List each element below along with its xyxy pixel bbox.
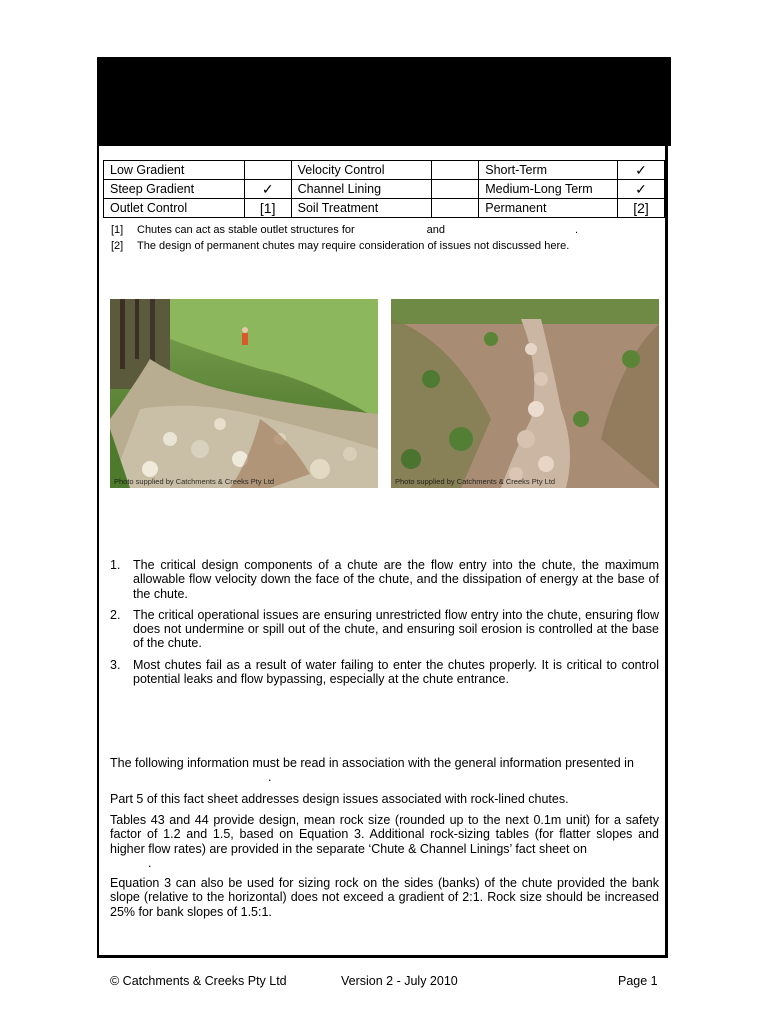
list-text: Most chutes fail as a result of water failing to enter the chutes properly. It is critical to control potential leaks and flow bypassing, especially at the chute entrance. bbox=[133, 657, 659, 687]
note-text: Chutes can act as stable outlet structures for bbox=[137, 224, 355, 236]
photo-credit: Photo supplied by Catchments & Creeks Pty Ltd bbox=[395, 477, 556, 486]
table-cell-mark: [2] bbox=[618, 199, 665, 218]
list-text: The critical design components of a chute are the flow entry into the chute, the maximum allowable flow velocity down the face of the chute, and the dissipation of energy at the base of the chute. bbox=[133, 558, 659, 601]
table-cell-label: Outlet Control bbox=[104, 199, 245, 218]
rock-size-text: Tables 43 and 44 provide design, mean rock size (rounded up to the next 0.1m unit) for a safety factor of 1.2 and 1.5, based on Equation 3. Additional rock-sizing tables (for flatter slopes and higher flow rates) are provided in the separate ‘Chute & Channel Linings’ fact sheet on bbox=[110, 813, 659, 856]
table-cell-label: Steep Gradient bbox=[104, 180, 245, 199]
table-cell-label: Permanent bbox=[479, 199, 618, 218]
list-text: The critical operational issues are ensuring unrestricted flow entry into the chute, ensuring flow does not undermine or spill out of the chute, and ensuring soil erosion is controlled at the base of the chute. bbox=[133, 607, 659, 651]
table-cell-mark bbox=[432, 180, 479, 199]
table-cell-label: Soil Treatment bbox=[291, 199, 432, 218]
table-cell-label: Short-Term bbox=[479, 161, 618, 180]
list-number: 2. bbox=[110, 607, 121, 622]
table-cell-mark: ✓ bbox=[618, 161, 665, 180]
table-cell-label: Medium-Long Term bbox=[479, 180, 618, 199]
intro-text: The following information must be read in association with the general information presented in bbox=[110, 756, 634, 770]
list-number: 1. bbox=[110, 558, 121, 572]
table-row bbox=[104, 199, 665, 218]
photo-illustration bbox=[391, 299, 659, 488]
rock-size-text-end: . bbox=[148, 855, 152, 870]
footer-page-number: Page 1 bbox=[618, 974, 658, 988]
intro-paragraph bbox=[110, 756, 659, 785]
table-cell-mark: [1] bbox=[244, 199, 291, 218]
note-ref: [2] bbox=[111, 240, 124, 252]
title-band bbox=[97, 57, 671, 146]
chute-photo-rock-channel bbox=[391, 299, 659, 488]
chute-photo-grassy-slope bbox=[110, 299, 378, 488]
classification-table bbox=[103, 160, 665, 218]
table-cell-label: Low Gradient bbox=[104, 161, 245, 180]
note-1 bbox=[111, 222, 578, 238]
equation-paragraph: Equation 3 can also be used for sizing rock on the sides (banks) of the chute provided the bank slope (relative to the horizontal) does not exceed a gradient of 2:1. Rock size should be increased 25% for bank slopes of 1.5:1. bbox=[110, 876, 659, 919]
table-cell-label: Channel Lining bbox=[291, 180, 432, 199]
note-text-b: and bbox=[426, 224, 446, 236]
note-2 bbox=[111, 238, 578, 254]
note-ref: [1] bbox=[111, 224, 124, 236]
list-item bbox=[110, 608, 659, 651]
footer-copyright: © Catchments & Creeks Pty Ltd bbox=[110, 974, 287, 988]
table-notes bbox=[111, 222, 578, 254]
part5-paragraph: Part 5 of this fact sheet addresses design issues associated with rock-lined chutes. bbox=[110, 792, 569, 806]
table-cell-label: Velocity Control bbox=[291, 161, 432, 180]
table-row bbox=[104, 180, 665, 199]
table-cell-mark bbox=[244, 161, 291, 180]
list-item bbox=[110, 558, 659, 601]
table-cell-mark bbox=[432, 199, 479, 218]
intro-text-end: . bbox=[268, 770, 272, 785]
footer-version: Version 2 - July 2010 bbox=[341, 974, 458, 988]
table-cell-mark: ✓ bbox=[618, 180, 665, 199]
table-cell-mark: ✓ bbox=[244, 180, 291, 199]
photo-illustration bbox=[110, 299, 378, 488]
note-text: The design of permanent chutes may require consideration of issues not discussed here. bbox=[137, 240, 570, 252]
key-points-list bbox=[110, 558, 659, 693]
note-text-c: . bbox=[575, 224, 579, 236]
list-item bbox=[110, 658, 659, 687]
table-row bbox=[104, 161, 665, 180]
table-cell-mark bbox=[432, 161, 479, 180]
rock-size-paragraph bbox=[110, 813, 659, 870]
photo-credit: Photo supplied by Catchments & Creeks Pty Ltd bbox=[114, 477, 275, 486]
list-number: 3. bbox=[110, 657, 121, 672]
